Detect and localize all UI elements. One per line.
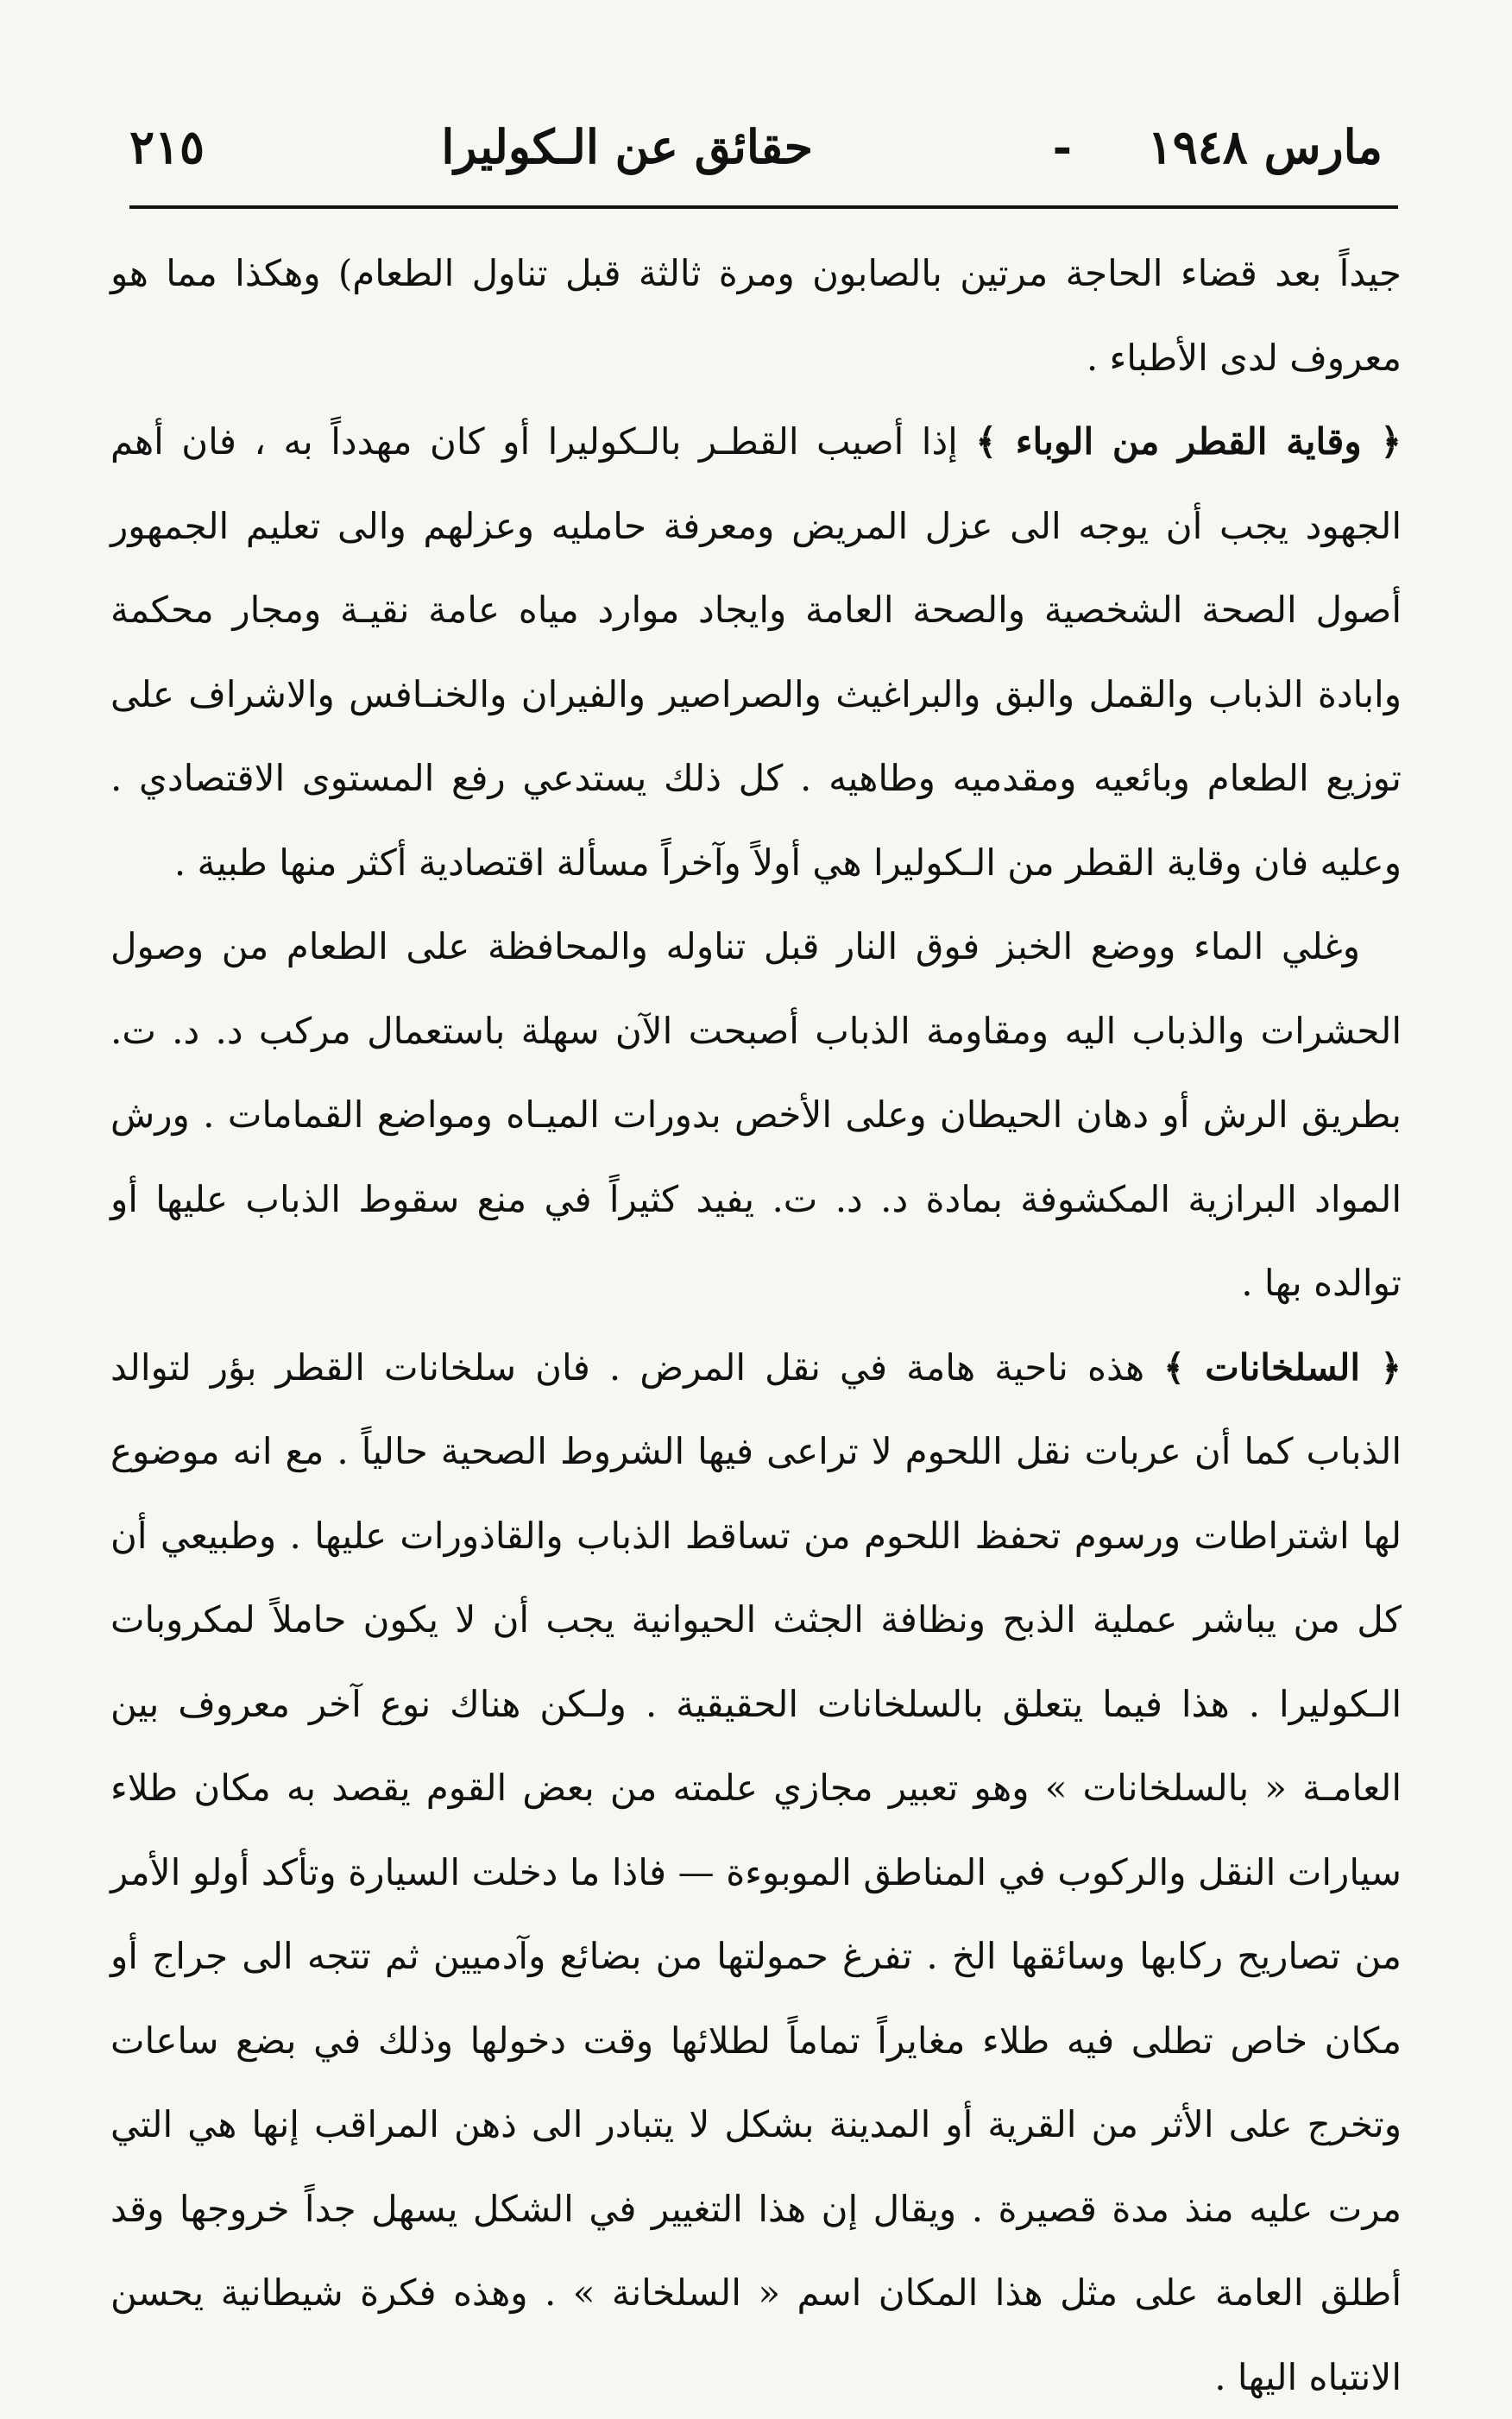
section-heading: ﴿ السلخانات ﴾ [1163,1346,1402,1389]
paragraph-text: هذه ناحية هامة في نقل المرض . فان سلخانات القطر بؤر لتوالد الذباب كما أن عربات نقل اللحوم لا تراعى فيها الشروط الصحية حالياً . مع انه موضوع لها اشتراطات ورسوم تحفظ اللحوم من تساقط الذباب والقاذورات عليها . وطبيعي أن كل من يباشر عملية الذبح ونظافة الجثث الحيوانية يجب أن لا يكون حاملاً لمكروبات الـكوليرا . هذا فيما يتعلق بالسلخانات الحقيقية . ولـكن هناك نوع آخر معروف بين العامـة « بالسلخانات » وهو تعبير مجازي علمته من بعض القوم يقصد به مكان طلاء سيارات النقل والركوب في المناطق الموبوءة — فاذا ما دخلت السيارة وتأكد أولو الأمر من تصاريح ركابها وسائقها الخ . تفرغ حمولتها من بضائع وآدميين ثم تتجه الى جراج أو مكان خاص تطلى فيه طلاء مغايراً تماماً لطلائها وقت دخولها وذلك في بضع ساعات وتخرج على الأثر من القرية أو المدينة بشكل لا يتبادر الى ذهن المراقب إنها هي التي مرت عليه منذ مدة قصيرة . ويقال إن هذا التغيير في الشكل يسهل جداً خروجها وقد أطلق العامة على مثل هذا المكان اسم « السلخانة » . وهذه فكرة شيطانية يحسن الانتباه اليها . [110,1346,1402,2398]
running-header [129,112,1383,181]
header-separator: - [1053,112,1072,181]
section-heading: ﴿ وقاية القطر من الوباء ﴾ [975,420,1402,463]
paragraph-text: إذا أصيب القطـر بالـكوليرا أو كان مهدداً به ، فان أهم الجهود يجب أن يوجه الى عزل المريض ومعرفة حامليه وعزلهم والى تعليم الجمهور أصول الصحة الشخصية والصحة العامة وايجاد موارد مياه عامة نقيـة ومجار محكمة وابادة الذباب والقمل والبق والبراغيث والصراصير والفيران والخنـافس والاشراف على توزيع الطعام وبائعيه ومقدميه وطاهيه . كل ذلك يستدعي رفع المستوى الاقتصادي . وعليه فان وقاية القطر من الـكوليرا هي أولاً وآخراً مسألة اقتصادية أكثر منها طبية . [110,420,1402,884]
article-body [110,231,1402,2419]
paragraph-text: جيداً بعد قضاء الحاجة مرتين بالصابون ومرة ثالثة قبل تناول الطعام) وهكذا مما هو معروف لدى الأطباء . [110,252,1402,379]
paragraph [110,904,1402,1326]
paragraph [110,400,1402,904]
paragraph-text: وغلي الماء ووضع الخبز فوق النار قبل تناوله والمحافظة على الطعام من وصول الحشرات والذباب اليه ومقاومة الذباب أصبحت الآن سهلة باستعمال مركب د. د. ت. بطريق الرش أو دهان الحيطان وعلى الأخص بدورات الميـاه ومواضع القمامات . ورش المواد البرازية المكشوفة بمادة د. د. ت. يفيد كثيراً في منع سقوط الذباب عليها أو توالده بها . [110,925,1402,1304]
paragraph [110,1326,1402,2419]
header-rule [129,205,1398,209]
issue-date: مارس ١٩٤٨ [1148,112,1383,181]
article-title: حقائق عن الـكوليرا [441,112,813,181]
paragraph [110,231,1402,400]
page-number: ٢١٥ [129,112,205,181]
